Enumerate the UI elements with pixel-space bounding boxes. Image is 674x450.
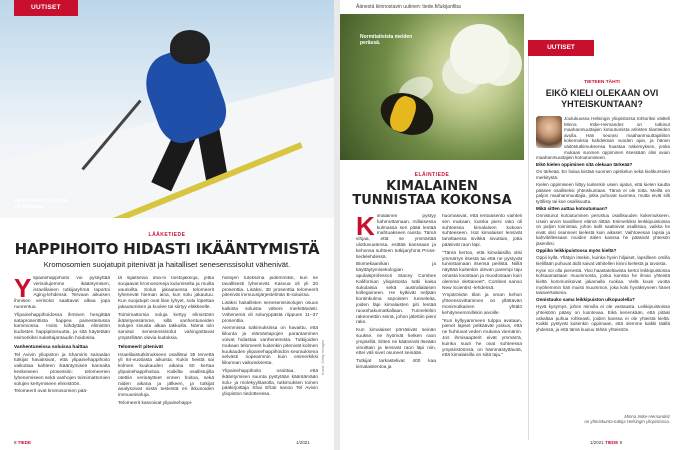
- subheading: Telomeerit pitenivät: [118, 344, 163, 350]
- sidebar-interview: [528, 0, 674, 450]
- right-page: [340, 0, 674, 450]
- sidebar-divider: [528, 40, 529, 440]
- paragraph: Ylipainehappihoito osoittaa, että ikääntymisen suunta pystytään kääntämään solu- ja molekyylitasolla, tutkimuksen toinen pääkirjoittaja Shai Efrati sanoo Tel Avivin yliopiston tiedotteessa.: [222, 368, 318, 398]
- paragraph: Kielen oppimiseen liittyy kuitenkin usein ajatus, että kielen kautta pääsee osalliseksi yhteiskuntaan. Tämä ei ole totta. Meillä on paljon maahanmuuttajia, jotka puhuvat suomea, mutta eivät silti työllisty tai koe osallisuutta.: [536, 182, 670, 204]
- paragraph: Israelilaistutkimukseen osallistui 35 tervettä yli 64-vuotiasta aikuista. Kukin heistä sai kolmen kuukauden aikana 60 kertaa ylipainehappihoitoa. Kaikilta osallistujilta otettiin verinäytteet ennen hoitoa, sekä niiden aikana ja jälkeen, ja tutkijat analysoivat niistä testeistä eri ikkunoiden immuunisoluja.: [118, 352, 214, 399]
- paragraph: "Tämä kertoo, että kimalaisilla olisi ymmärrys itsestä tai että ne pystyvät tunnistamaan itsensä peilistä. Niillä näyttää kuitenkin olevan parempi taju omasta koostaan ja muodostaan kuin olemme olettaneet", Combes sanoo New Scientist -lehdessä.: [442, 250, 522, 291]
- article-lead: Kromosomien suojatupit pitenivät ja haitalliset senesenssisolut vähenivät.: [43, 260, 291, 269]
- paragraph: huomasivat, että lentoasento vaihteli sen mukaan, kuinka pieni rako oli suhteessa kimalaisen kokoon suhteeseen. Isot kimalaiset lensivät tarvittaessa sivikkä sivuttain, jotta pääsivät raon läpi.: [442, 214, 522, 248]
- paragraph: Toimimattomia soluja kertyy elimistöön ikääntyessämme, sillä vanhentuneiden solujen sivusta alkaa takkuilla. Nämä niin sanotut senesenssisolut vahingoittavat ympärillään olevia kudoksia.: [118, 312, 214, 341]
- page-number: 8: [14, 440, 17, 445]
- sidebar-title: EIKÖ KIELI OLEKAAN OVI YHTEISKUNTAAN?: [545, 88, 659, 109]
- article-kicker: ELÄINTIEDE: [414, 172, 450, 178]
- question: Eikö kielen oppiminen sitä olekaan tärkeää?: [536, 162, 633, 168]
- answer: Onnistunut kotoutuminen perustuu osallisuuden kokemukseen. Usein arvon tavallinen elämä riittää. Esimerkiksi lenkkipuistoissa on paljon toimintaa, johon äidit saattoivat osallistua, vaikka he eivät olisi osanneet kielestä kuin aikaset. Vaihtoeesan lapsia ja kahvitellessaan muiden äitien kanssa he pääsivät yhteisön jäseniksi.: [536, 213, 670, 246]
- article-column-2: [118, 276, 214, 434]
- issue-number: 1/2021: [590, 440, 604, 445]
- page-number: 9: [619, 440, 623, 445]
- paragraph: Telomeerit kasvoivat ylipainehappi-: [118, 400, 193, 406]
- article-column-2: [442, 214, 522, 436]
- paragraph: Aiemmissa tutkimuksissa on havaittu, että liikunta ja elämäntapojen parantaminen voivat hidastaa vanhenemista. Tutkijoiden mukaan telomeerit kuitenkin pitenivät kolmen kuukauden ylipainehappihoidon seurauksena selvästi nopeammin kuin esimerkiksi liikunnan vaikutuksesta.: [222, 326, 318, 367]
- paragraph: tä sijaitsevia dna-ni toistojaksoja, jotka suojaavat kromosomeja kulumiselta ja muilta vaurioilta. Solun jakautuessa telomeerit lyhenevät hieman aina, kun solu jakautuu. Kun suojatupit ovat liian lyhyet, solu lopettaa jakautumisen ja kuolee tai siirtyy eläkkeelle.: [118, 276, 214, 310]
- dropcap: K: [356, 214, 375, 241]
- paragraph: Tel Avivin yliopiston ja Shamirin sairaalan tutkijat havaitsivat, että ylipainehappihoito vaikuttaa kahteen ikääntymisen kannalta keskeiseen prosessiin: telomeerien lyhenemiseen sekä vanhojen toimimattomien solujen kertymiseen elimistöön.: [14, 352, 110, 387]
- headline-line: KIMALAINEN: [386, 179, 478, 194]
- question: Onnistuuko sama leikkipuiston ulkopuolella?: [536, 297, 635, 303]
- answer: Oppii kyllä. Yllätyin itsekin, kuinka hyvin hiljaiset, lapsilleen omilla kielillään puhuvat äidit saivat vähitellen kiinni kielestä ja tavoista.: [536, 255, 670, 266]
- photo-caption: Vanhenemisen vauhtia voi hidastaa.: [14, 198, 68, 210]
- issue-number: 1/2021: [296, 440, 310, 445]
- signature-role: on yhteiskunta-tutkija Helsingin yliopistossa.: [584, 419, 670, 425]
- article-headline: [340, 180, 524, 208]
- left-page: [0, 0, 334, 450]
- paragraph: Joulukuussa Helsingin yliopistossa tohtoriksi väitteli Minna Intke-Hernandez on tutkinut maahanmuuttajien kotoutumista arkisten tilanteiden avulla. Hän seurasi maahanmuuttajaliiton kokemuksia kahdeksan vuoden ajan, ja hänen väitöstutkimuksensa haastaa näkemyksen, jonka mukaan suomen oppiminen itsessään olisi avain maahanmuuttajien kotoutumiseen.: [536, 116, 670, 161]
- skier-photo: [0, 0, 334, 218]
- top-note: Äänestä kiinnostavin uutinen: tiede.fi/lukijanfiba: [356, 4, 461, 10]
- paragraph: Lisäksi haitallisten senesenssisolujen osuus kaikista soluista väheni merkittävästi. Vähenemä oli soluryppästä riippuen 11–37 prosenttia.: [222, 301, 318, 324]
- article-kicker: LÄÄKETIEDE: [148, 232, 186, 238]
- answer: On tärkeää. En halua kiistää suomen opiskelun sekä kielikurssien merkitystä.: [536, 169, 670, 180]
- section-tab: UUTISET: [528, 40, 594, 56]
- dropcap: Y: [14, 276, 32, 303]
- magazine-brand: TIEDE: [605, 440, 619, 445]
- article-column-3: [222, 276, 318, 434]
- signature: [536, 414, 670, 424]
- sidebar-body: [536, 116, 670, 416]
- paragraph: imalainen pystyy hahmottamaan, millaisessa kulmassa sen pitää lentää mahtuakseen raosta. Tämä vihjaa, että se ymmärtää ulottuvuutensa, esittää kanssaan ja kehonsa suhteen tutkijaryhmä Pross-tiedelehdessä.: [356, 214, 436, 260]
- paragraph: Tutkijat tarkastelivat 400 kaa kimalaislentoa ja: [356, 359, 436, 370]
- paragraph: Ylipainehappihoidossa ihminen hengittää sataprosenttista happea painesteitussa kammiossa. Hoito kiihdyttää elimistön kudosten happipitoisuutta, ja sitä käytetään esimerkiksi sukeltajantaudin hoidossa.: [14, 312, 110, 341]
- paragraph: Kun kimalaiset pörräsivät seinän suukse, ne hyörivät hetken raon ympärillä. Sitten ne käänsivät itseään vinoittain ja lensivät raon läpi niin, ettei väli sivet osuneet seinään.: [356, 328, 436, 357]
- section-tab: UUTISET: [14, 0, 78, 16]
- photo-credit: Kuva: Getty Images: [320, 339, 325, 375]
- sidebar-kicker: TIETEEN TÄHTI: [584, 80, 620, 85]
- article-column-1: [356, 214, 436, 436]
- article-column-1: [14, 276, 110, 434]
- signature-name: Minna Intke-Hernandez: [624, 414, 670, 419]
- paragraph: Ympäröivän tilan ja oman kehon yhteensovittaminen on yllättävän monimutkainen yhtälö kehityneemmillekin aivoille.: [442, 293, 522, 316]
- paragraph: Biomekaanikan ja käyttäytymisekologian apulaisprofessori Stacey Combes Kalifornian yliopistosta tutki kaisa sukulaisia sekä australialaisen kollegoineen. He kytkivät neljään kontinkulma sepoisten tunneleita, joiden läpi kimalaisten piti lentää ruoanhakumatkallaan. Tunneleihin rakennettiin seinä, johon jätettiin pieni rako.: [356, 262, 436, 326]
- paragraph: lipainehappihoito voi pysäyttää verisolujemme ikääntymisen, israelilainen tutkijaryhmä raportoi Aging-lehdessä. Tervaan aikuisen ihmisen verisolut saattavat alkaa jopa nuorentua.: [14, 276, 110, 310]
- paragraph: Telomeerit ovat kromosomien pää-: [14, 389, 88, 395]
- question: Mikä sitten auttaa kotoutumaan?: [536, 205, 608, 211]
- footer-right: [590, 440, 622, 445]
- headline-line: TUNNISTAA KOKONSA: [352, 193, 512, 208]
- magazine-brand: TIEDE: [17, 440, 32, 445]
- answer: Hyvä kysymys, johon minulla ei ole vastausta. Leikkipuistoissa yhteisöön pääsy on luontevaa. Eikä kenenkään, että pitäisi uskaltaa puhua rohkeasti, joiden kanssa ei ole yhteistä kieltä. Kaikki pystyvät kuitenkin oppimaan, että olemme kaikki täällä yhdessä, ja että tämä kuuluu tähän yhteisöön.: [536, 304, 670, 332]
- footer-left: [14, 440, 31, 445]
- paragraph: "Kun kyllyyammeen tulppa avataan, pienet lapset pelkäävät joskus, että ne huhtuvat veden mukana viemäriin. Jos ihmisaapterit eivät ymmärrä, kuinka suuri he ovat suhteessa ympäristöönsä, on hämmästyttävää, että kimalaisilla on siitä taju.": [442, 318, 522, 359]
- subheading: Vanhentuneissa soluissa haittaa: [14, 344, 88, 350]
- paragraph: Kyse voi olla pienestä. Yksi haastateltavista kertoi leikkipuistossa kohtaamastaan muummosta, jonka kanssa he ilman yhteistä kieltä kommunikoivat jakamalla ruokaa. Vielä kuusi vuotta myöhemmin hän muisti muummon, joka koki hyväksyneen hänet tasavertaisena.: [536, 267, 670, 296]
- photo-caption: Normitaiteista meiden perässä.: [360, 34, 413, 46]
- article-headline: HAPPIHOITO HIDASTI IKÄÄNTYMISTÄ: [14, 240, 320, 258]
- question: Oppiiko leikkipuistossa myös kieltä?: [536, 248, 617, 254]
- paragraph: hoitojen tuloksena pidemmiksi, kun ne tavallisesti lyhenevät. Kasvua oli yli 20 prosenttia. Lisäksi, 38 prosenttia telomeerit pitenivät immuunijärjestelmän B-soluissa.: [222, 276, 318, 299]
